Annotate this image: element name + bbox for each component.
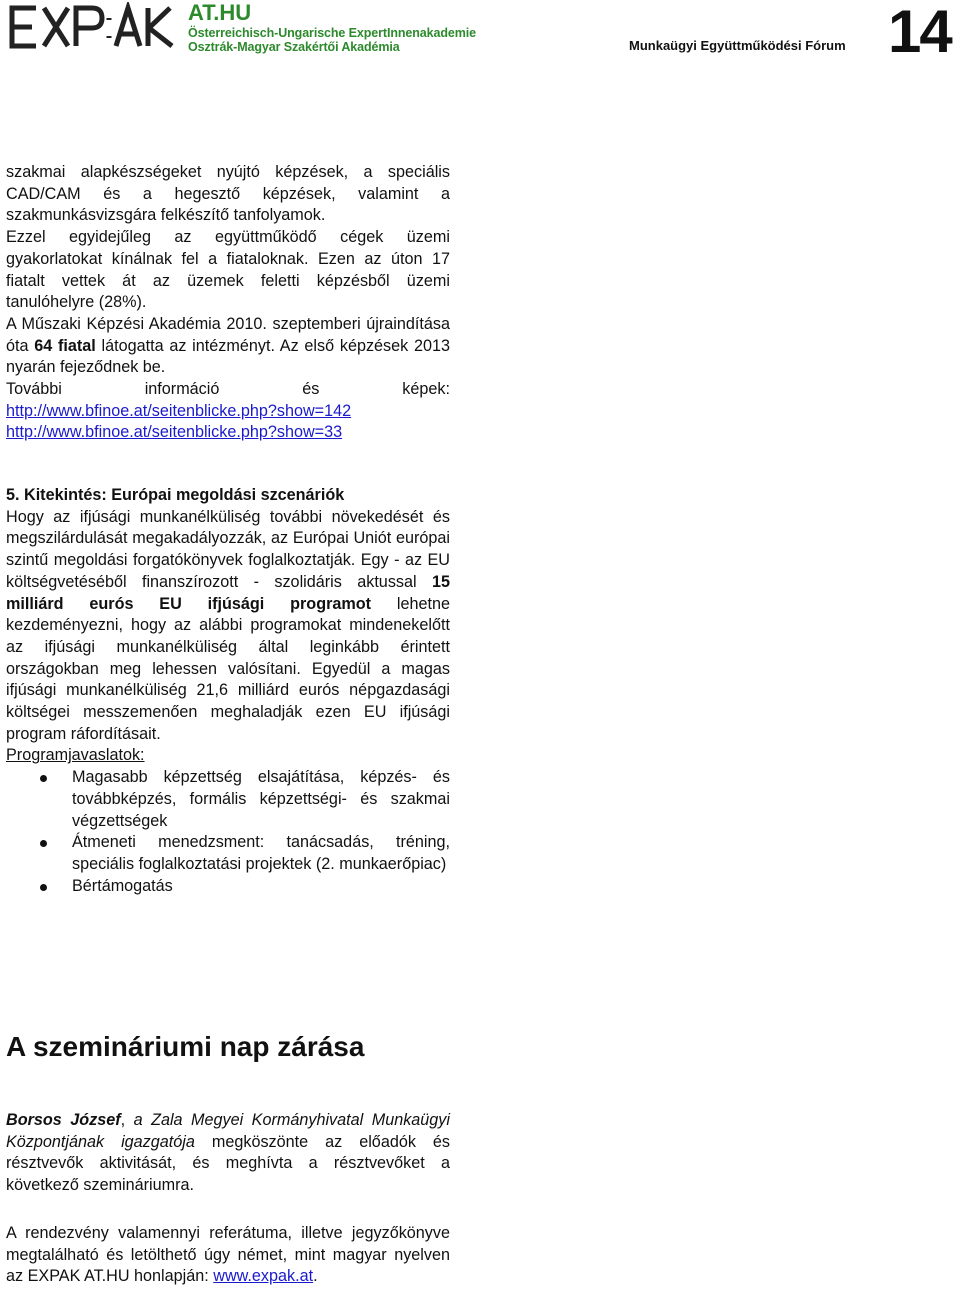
- link-show-142[interactable]: http://www.bfinoe.at/seitenblicke.php?show=142: [6, 401, 352, 420]
- section-5-paragraph: Hogy az ifjúsági munkanélküliség további növekedését és megszilárdulását megakadályozzák, az Európai Uniót európai szintű megoldási forgatókönyvek foglalkoztatják. Egy - az EU költségvetéséből finanszírozott - szolidáris aktussal 15 milliárd eurós EU ifjúsági programot lehetne kezdeményezni, hogy az alábbi programokat mindenekelőtt az ifjúsági munkanélküliség által leginkább érintett országokban meg lehessen valósítani. Egyedül a magas ifjúsági munkanélküliség 21,6 milliárd eurós népgazdasági költségei messzemenően meghaladják ezen EU ifjúsági program ráfordításait.: [6, 507, 450, 743]
- link-show-33[interactable]: http://www.bfinoe.at/seitenblicke.php?show=33: [6, 423, 343, 442]
- program-label: Programjavaslatok:: [6, 746, 145, 765]
- list-item: Bértámogatás: [6, 876, 450, 898]
- paragraph-academy: A Műszaki Képzési Akadémia 2010. szeptemberi újraindítása óta 64 fiatal látogatta az intézményt. Az első képzések 2013 nyarán fejeződnek be.: [6, 314, 450, 377]
- closing-paragraph-1: Borsos József, a Zala Megyei Kormányhivatal Munkaügyi Központjának igazgatója megköszönte az előadók és résztvevők aktivitását, és meghívta a résztvevőket a következő szemináriumra.: [6, 1111, 450, 1195]
- section-5-heading: 5. Kitekintés: Európai megoldási szcenáriók: [6, 486, 345, 504]
- expak-website-link[interactable]: www.expak.at: [213, 1267, 314, 1286]
- athu-logo-text: AT.HU: [188, 0, 252, 25]
- page-header: [0, 0, 960, 70]
- intro-block: [6, 162, 450, 444]
- page-number: 14: [888, 0, 951, 65]
- list-item: Átmeneti menedzsment: tanácsadás, tréning, speciális foglalkoztatási projektek (2. munkaerőpiac): [6, 832, 450, 875]
- speaker-name: Borsos József: [6, 1111, 121, 1129]
- paragraph-training: szakmai alapkészségeket nyújtó képzések, a speciális CAD/CAM és a hegesztő képzések, valamint a szakmunkásvizsgára felkészítő tanfolyamok.: [6, 163, 450, 225]
- more-info-label: További információ és képek:: [6, 380, 450, 399]
- list-item: Magasabb képzettség elsajátítása, képzés- és továbbképzés, formális képzettségi- és szakmai végzettségek: [6, 767, 450, 832]
- program-list: [6, 767, 450, 897]
- expak-logo: [6, 2, 176, 54]
- forum-title: Munkaügyi Együttműködési Fórum: [629, 38, 846, 53]
- section-5: [6, 485, 450, 897]
- logo-subtitle-hu: Osztrák-Magyar Szakértői Akadémia: [188, 40, 400, 54]
- paragraph-internships: Ezzel egyidejűleg az együttműködő cégek üzemi gyakorlatokat kínálnak fel a fiataloknak. Ezen az úton 17 fiatalt vettek át az üzemek feletti képzésből üzemi tanulóhelyre (28%).: [6, 228, 450, 312]
- closing-title: A szemináriumi nap zárása: [6, 1031, 365, 1062]
- closing-paragraph-2: A rendezvény valamennyi referátuma, illetve jegyzőkönyve megtalálható és letölthető úgy német, mint magyar nyelven az EXPAK AT.HU honlapján: www.expak.at.: [6, 1224, 450, 1286]
- logo-subtitle-de: Österreichisch-Ungarische ExpertInnenakademie: [188, 26, 476, 40]
- speaker-title: a Zala Megyei Kormányhivatal Munkaügyi Központjának igazgatója: [6, 1111, 450, 1151]
